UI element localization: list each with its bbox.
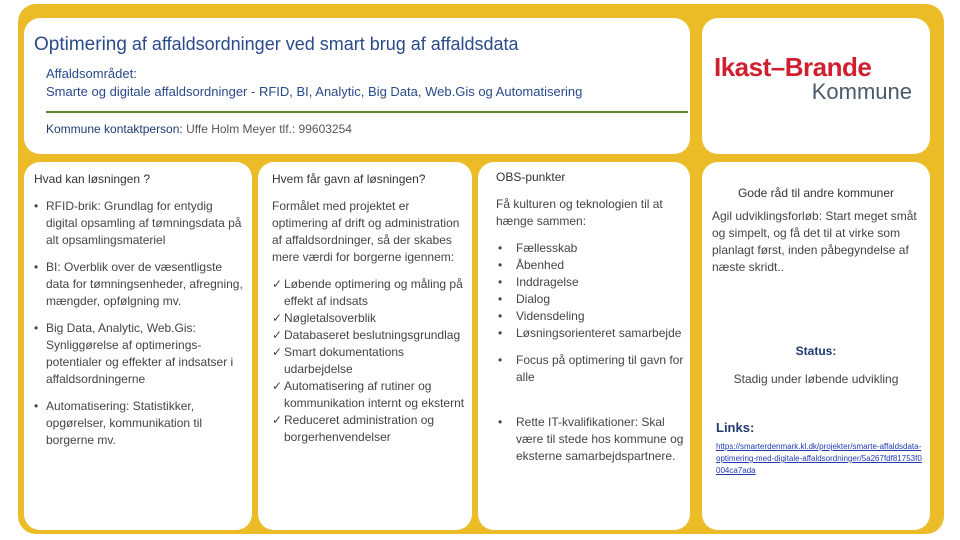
list-item-text: Automatisering: Statistikker, opgørelser, kommunikation til borgerne mv. [46, 399, 203, 447]
bullet-icon: • [498, 275, 503, 289]
obs-panel [478, 162, 690, 530]
list-item-text: Fællesskab [516, 241, 578, 255]
header-panel [24, 18, 690, 154]
list-item [272, 378, 466, 412]
list-item [34, 398, 246, 449]
bullet-icon: • [34, 321, 39, 335]
list-item [496, 291, 684, 308]
bullet-icon: • [498, 258, 503, 272]
list-item [496, 325, 684, 342]
bullet-icon: • [498, 241, 503, 255]
logo-line1: Ikast–Brande [714, 52, 872, 82]
list-item [496, 308, 684, 325]
list-item [34, 320, 246, 388]
list-item-text: Automatisering af rutiner og kommunikation internt og eksternt [284, 379, 465, 410]
bullet-icon: • [498, 353, 503, 367]
bullet-icon: • [498, 415, 503, 429]
page-title [34, 34, 519, 56]
check-icon: ✓ [272, 345, 283, 359]
col4-heading: Gode råd til andre kommuner [737, 186, 895, 200]
list-item-text: Smart dokumentations udarbejdelse [284, 345, 405, 376]
list-item-text: Inddragelse [516, 275, 579, 289]
list-item-text: Big Data, Analytic, Web.Gis: Synliggørelse af optimerings-potentialer og effekter af indsatser i affaldsordningerne [46, 321, 234, 386]
list-item-text: Rette IT-kvalifikationer: Skal være til stede hos kommune og eksterne samarbejdspartnere. [516, 415, 684, 463]
col2-heading: Hvem får gavn af løsningen? [272, 172, 426, 186]
list-item-text: RFID-brik: Grundlag for entydig digital opsamling af tømningsdata på alt opsamlingsmateriel [46, 199, 242, 247]
contact-value: Uffe Holm Meyer tlf.: 99603254 [182, 122, 352, 136]
benefit-panel [258, 162, 472, 530]
contact-label: Kommune kontaktperson: [46, 122, 183, 136]
list-item-text: BI: Overblik over de væsentligste data for tømningsenheder, afregning, mængder, opfølgning mv. [46, 260, 243, 308]
list-item-text: Databaseret beslutningsgrundlag [284, 328, 461, 342]
advice-panel [702, 162, 930, 530]
list-item [272, 327, 466, 344]
col3-heading: OBS-punkter [496, 170, 566, 184]
title-word: Optimering [34, 34, 127, 55]
list-item [272, 412, 466, 446]
list-item [496, 274, 684, 291]
advice-text: Agil udviklingsforløb: Start meget småt og simpelt, og få det til at virke som planlagt først, inden påbegyndelse af næste skridt.. [712, 209, 917, 274]
contact-line [46, 122, 352, 136]
bullet-icon: • [498, 326, 503, 340]
logo-panel [702, 18, 930, 154]
title-rest: af affaldsordninger ved smart brug af affaldsdata [126, 34, 519, 54]
project-link[interactable]: https://smarterdenmark.kl.dk/projekter/smarte-affaldsdata-optimering-med-digitale-affaldsordninger/5a267fdf81753f0004ca7ada [716, 442, 922, 475]
status-heading: Status: [795, 344, 837, 358]
list-item [34, 259, 246, 310]
bullet-icon: • [34, 260, 39, 274]
col1-heading: Hvad kan løsningen ? [34, 172, 151, 186]
list-item-text: Vidensdeling [516, 309, 585, 323]
list-item-text: Nøgletalsoverblik [284, 311, 377, 325]
check-icon: ✓ [272, 328, 283, 342]
links-heading: Links: [716, 420, 755, 435]
solution-panel [24, 162, 252, 530]
check-icon: ✓ [272, 379, 283, 393]
bullet-icon: • [34, 199, 39, 213]
list-item [34, 198, 246, 249]
list-item [496, 352, 684, 386]
list-item-text: Dialog [516, 292, 551, 306]
check-icon: ✓ [272, 311, 283, 325]
divider [46, 111, 688, 113]
list-item [496, 240, 684, 257]
list-item [272, 276, 466, 310]
list-item [496, 414, 684, 465]
col2-intro: Formålet med projektet er optimering af drift og administration af affaldsordninger, så der skabes mere værdi for borgerne igennem: [272, 199, 460, 264]
list-item [496, 257, 684, 274]
list-item-text: Åbenhed [516, 258, 565, 272]
list-item [272, 344, 466, 378]
list-item-text: Reduceret administration og borgerhenvendelser [284, 413, 435, 444]
list-item-text: Løbende optimering og måling på effekt af indsats [284, 277, 463, 308]
area-text: Smarte og digitale affaldsordninger - RFID, BI, Analytic, Big Data, Web.Gis og Automatisering [46, 84, 583, 99]
bullet-icon: • [498, 309, 503, 323]
check-icon: ✓ [272, 277, 283, 291]
check-icon: ✓ [272, 413, 283, 427]
list-item-text: Focus på optimering til gavn for alle [516, 353, 684, 384]
obs-list [496, 240, 684, 465]
bullet-icon: • [34, 399, 39, 413]
col3-intro: Få kulturen og teknologien til at hænge sammen: [496, 197, 663, 228]
municipality-logo [714, 52, 918, 105]
solution-list [34, 198, 246, 449]
bullet-icon: • [498, 292, 503, 306]
benefit-list [272, 276, 466, 446]
logo-line2: Kommune [811, 79, 912, 104]
area-label: Affaldsområdet: [46, 66, 137, 81]
list-item-text: Løsningsorienteret samarbejde [516, 326, 682, 340]
list-item [272, 310, 466, 327]
status-text: Stadig under løbende udvikling [733, 372, 899, 386]
